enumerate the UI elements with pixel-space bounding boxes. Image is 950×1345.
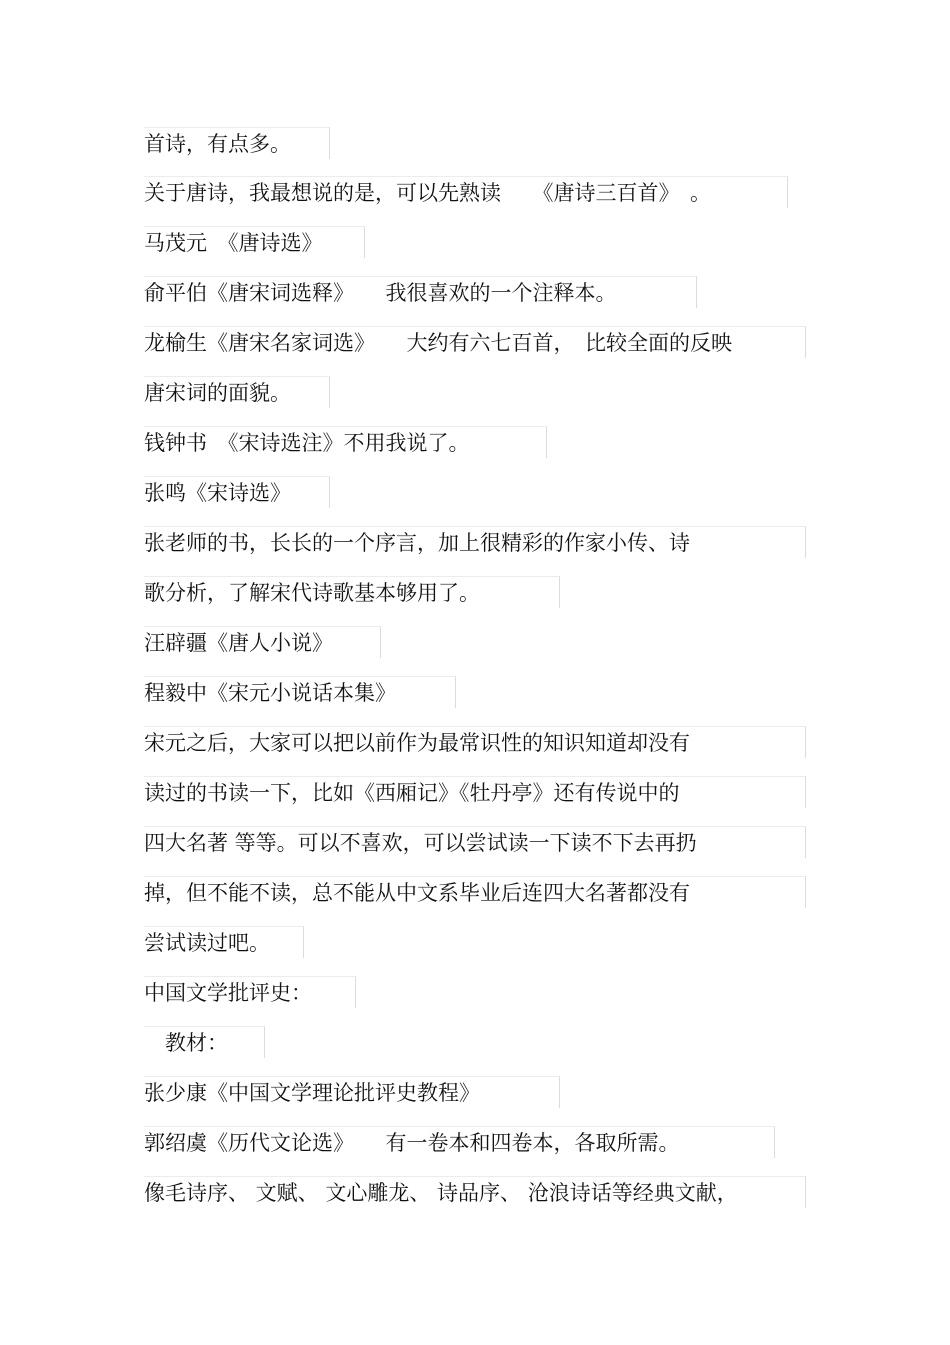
text-line-19: 教材： [144,1026,265,1058]
text-line-7: 钱钟书 《宋诗选注》不用我说了。 [144,426,547,458]
text-line-6: 唐宋词的面貌。 [144,376,330,408]
text-line-5: 龙榆生《唐宋名家词选》 大约有六七百首， 比较全面的反映 [144,326,806,358]
text-line-20: 张少康《中国文学理论批评史教程》 [144,1076,560,1108]
text-line-4: 俞平伯《唐宋词选释》 我很喜欢的一个注释本。 [144,276,697,308]
text-line-10: 歌分析，了解宋代诗歌基本够用了。 [144,576,560,608]
text-line-3: 马茂元 《唐诗选》 [144,226,365,258]
text-line-14: 读过的书读一下，比如《西厢记》《牡丹亭》还有传说中的 [144,776,806,808]
text-line-1: 首诗，有点多。 [144,127,330,159]
text-line-2: 关于唐诗，我最想说的是，可以先熟读 《唐诗三百首》 。 [144,176,788,208]
text-line-18: 中国文学批评史： [144,976,356,1008]
text-line-13: 宋元之后，大家可以把以前作为最常识性的知识知道却没有 [144,726,806,758]
text-line-8: 张鸣《宋诗选》 [144,476,330,508]
text-line-21: 郭绍虞《历代文论选》 有一卷本和四卷本，各取所需。 [144,1126,775,1158]
text-line-12: 程毅中《宋元小说话本集》 [144,676,456,708]
text-line-22: 像毛诗序、 文赋、 文心雕龙、 诗品序、 沧浪诗话等经典文献， [144,1176,806,1208]
text-line-9: 张老师的书，长长的一个序言，加上很精彩的作家小传、诗 [144,526,806,558]
text-line-17: 尝试读过吧。 [144,926,304,958]
text-line-11: 汪辟疆《唐人小说》 [144,626,381,658]
text-line-16: 掉，但不能不读，总不能从中文系毕业后连四大名著都没有 [144,876,806,908]
text-line-15: 四大名著 等等。可以不喜欢，可以尝试读一下读不下去再扔 [144,826,806,858]
